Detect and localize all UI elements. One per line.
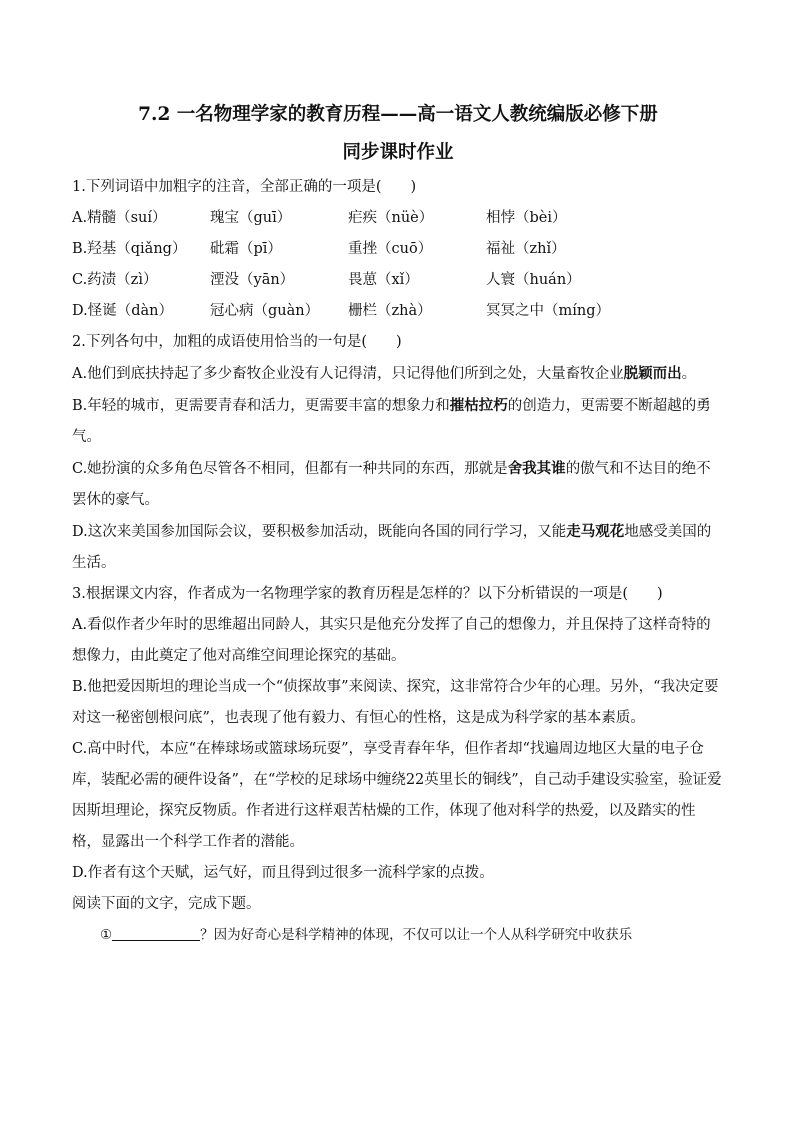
q2-option-a: [72, 358, 724, 390]
q2-idiom-bold: 摧枯拉朽: [449, 397, 508, 414]
q1-option: 人寰（huán）: [486, 272, 581, 288]
reading-passage: [72, 920, 724, 951]
q1-option: 冠心病（guàn）: [210, 303, 320, 319]
q3-option-b: B.他把爱因斯坦的理论当成一个“侦探故事”来阅读、探究，这非常符合少年的心理。另外，“我决定要对这一秘密刨根问底”，也表现了他有毅力、有恒心的性格，这是成为科学家的基本素质。: [72, 679, 719, 726]
document-page: [72, 96, 724, 951]
q2-option-text: 地感受美国的生活。: [72, 524, 712, 571]
question-3: [72, 579, 724, 889]
q1-option: 相悖（bèi）: [486, 210, 567, 226]
q2-option-text: 。: [681, 366, 697, 382]
q2-option-b: [72, 390, 724, 453]
q2-option-text: 的创造力，更需要不断超越的勇气。: [72, 398, 711, 445]
q2-option-text: 的傲气和不达目的绝不罢休的豪气。: [72, 461, 711, 508]
q1-options-row-b: [72, 234, 724, 265]
reading-marker: ①: [100, 927, 113, 943]
q3-option-c: C.高中时代，本应“在棒球场或篮球场玩耍”，享受青春年华，但作者却“找遍周边地区大量的电子仓库，装配必需的硬件设备”，在“学校的足球场中缠绕22英里长的铜线”，自己动手建设实验室，验证爱因斯坦理论，探究反物质。作者进行这样艰苦枯燥的工作，体现了他对科学的热爱，以及踏实的性格，显露出一个科学工作者的潜能。: [72, 741, 722, 850]
q1-option: 畏葸（xǐ）: [348, 272, 419, 288]
q1-options-row-d: [72, 296, 724, 327]
q1-option: 栅栏（zhà）: [348, 303, 432, 319]
question-1: [72, 172, 724, 327]
document-title: 7.2 一名物理学家的教育历程——高一语文人教统编版必修下册: [138, 104, 658, 125]
q2-idiom-bold: 舍我其谁: [507, 460, 566, 477]
q1-options-row-c: [72, 265, 724, 296]
q1-stem: 1.下列词语中加粗字的注音，全部正确的一项是( ): [72, 179, 417, 195]
q3-stem: 3.根据课文内容，作者成为一名物理学家的教育历程是怎样的？以下分析错误的一项是( ): [72, 586, 663, 602]
q1-option: A.精髓（suí）: [72, 210, 167, 226]
reading-text: ？因为好奇心是科学精神的体现，不仅可以让一个人从科学研究中收获乐: [200, 927, 633, 943]
question-2: [72, 327, 724, 579]
q1-option: 疟疾（nüè）: [348, 210, 434, 226]
q2-stem: 2.下列各句中，加粗的成语使用恰当的一句是( ): [72, 334, 402, 350]
q2-idiom-bold: 走马观花: [566, 523, 625, 540]
reading-intro: 阅读下面的文字，完成下题。: [72, 896, 261, 912]
q2-option-c: [72, 453, 724, 516]
document-subtitle: 同步课时作业: [342, 142, 454, 163]
answer-blank[interactable]: [112, 924, 200, 941]
q2-option-text: A.他们到底扶持起了多少畜牧企业没有人记得清，只记得他们所到之处，大量畜牧企业: [72, 366, 624, 382]
q1-option: 重挫（cuō）: [348, 241, 433, 257]
q1-options-row-a: [72, 203, 724, 234]
q2-idiom-bold: 脱颖而出: [623, 365, 682, 382]
q1-option: 冥冥之中（míng）: [486, 303, 611, 319]
q1-option: 湮没（yān）: [210, 272, 295, 288]
q2-option-text: D.这次来美国参加国际会议，要积极参加活动，既能向各国的同行学习，又能: [72, 524, 567, 540]
q1-option: B.羟基（qiǎng）: [72, 241, 187, 257]
q2-option-text: B.年轻的城市，更需要青春和活力，更需要丰富的想象力和: [72, 398, 450, 414]
q1-option: 砒霜（pī）: [210, 241, 282, 257]
q2-option-text: C.她扮演的众多角色尽管各不相同，但都有一种共同的东西，那就是: [72, 461, 508, 477]
q1-option: 福祉（zhǐ）: [486, 241, 566, 257]
q1-option: C.药渍（zì）: [72, 272, 158, 288]
q1-option: 瑰宝（guī）: [210, 210, 292, 226]
q3-option-a: A.看似作者少年时的思维超出同龄人，其实只是他充分发挥了自己的想像力，并且保持了这样奇特的想像力，由此奠定了他对高维空间理论探究的基础。: [72, 617, 711, 664]
q1-option: D.怪诞（dàn）: [72, 303, 173, 319]
q2-option-d: [72, 516, 724, 579]
q3-option-d: D.作者有这个天赋，运气好，而且得到过很多一流科学家的点拨。: [72, 865, 494, 881]
